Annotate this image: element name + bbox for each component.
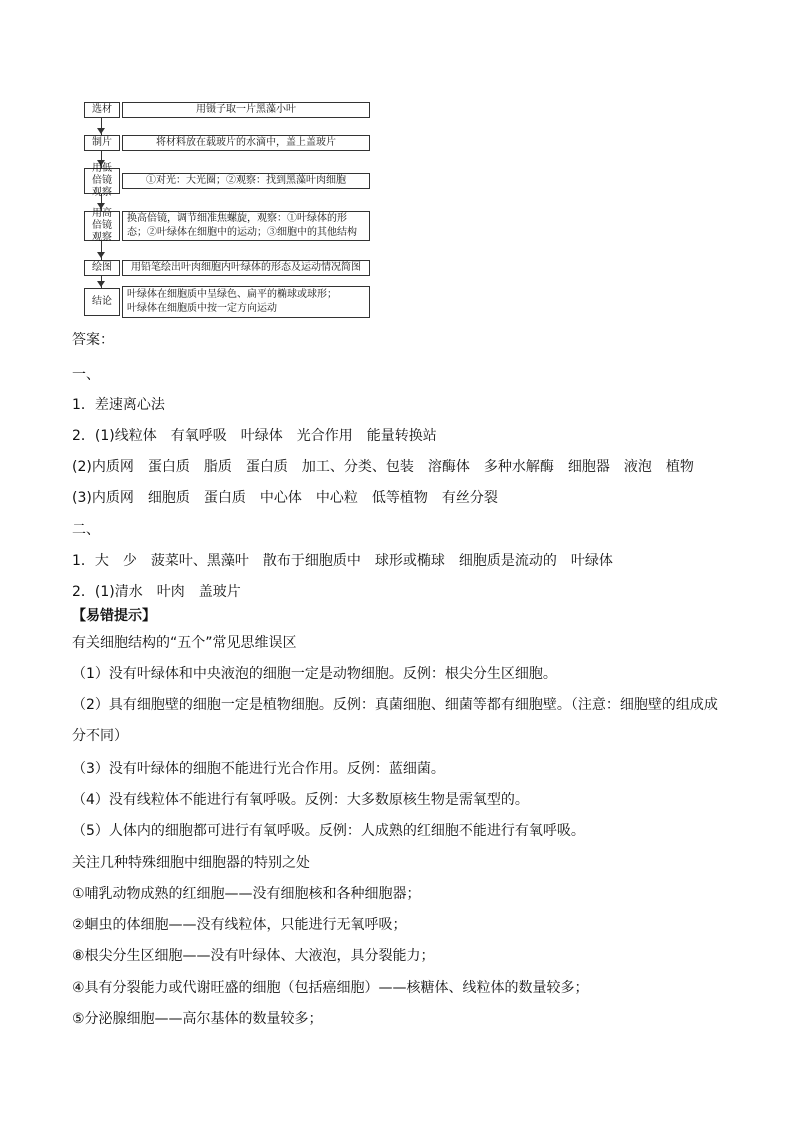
step-label-make-slide: 制片 [84,135,120,151]
special-cell-item: ④具有分裂能力或代谢旺盛的细胞（包括癌细胞）——核糖体、线粒体的数量较多； [72,980,589,996]
tips-intro: 有关细胞结构的“五个”常见思维误区 [72,635,297,651]
special-cell-item: ⑧根尖分生区细胞——没有叶绿体、大液泡，具分裂能力； [72,948,435,964]
section-heading: 二、 [72,522,100,538]
tip-paragraph: （3）没有叶绿体的细胞不能进行光合作用。反例：蓝细菌。 [72,761,445,777]
step-label-low-power: 用低倍镜观察 [84,168,120,194]
answer-item: 2．(1)线粒体 有氧呼吸 叶绿体 光合作用 能量转换站 [72,428,437,444]
step-content-line: 态；②叶绿体在细胞中的运动；③细胞中的其他结构 [127,227,357,238]
special-cell-item: ①哺乳动物成熟的红细胞——没有细胞核和各种细胞器； [72,886,421,902]
step-content-select-material: 用镊子取一片黑藻小叶 [122,102,370,118]
step-content-conclusion [122,286,370,318]
special-cells-intro: 关注几种特殊细胞中细胞器的特别之处 [72,855,310,871]
tip-paragraph: （2）具有细胞壁的细胞一定是植物细胞。反例：真菌细胞、细菌等都有细胞壁。（注意：细胞壁的组成成 [72,697,718,713]
step-content-drawing: 用铅笔绘出叶肉细胞内叶绿体的形态及运动情况简图 [122,260,370,276]
tip-paragraph: （5）人体内的细胞都可进行有氧呼吸。反例：人成熟的红细胞不能进行有氧呼吸。 [72,823,585,839]
tip-paragraph: （1）没有叶绿体和中央液泡的细胞一定是动物细胞。反例：根尖分生区细胞。 [72,666,557,682]
arrow-down-icon [97,252,105,258]
tips-heading: 【易错提示】 [72,608,156,624]
tip-paragraph: （4）没有线粒体不能进行有氧呼吸。反例：大多数原核生物是需氧型的。 [72,792,529,808]
answer-item: (2)内质网 蛋白质 脂质 蛋白质 加工、分类、包装 溶酶体 多种水解酶 细胞器 液泡 植物 [72,459,694,475]
special-cell-item: ⑤分泌腺细胞——高尔基体的数量较多； [72,1011,323,1027]
step-label-high-power: 用高倍镜观察 [84,211,120,241]
answer-item: 1．差速离心法 [72,397,165,413]
answer-item: 1．大 少 菠菜叶、黑藻叶 散布于细胞质中 球形或椭球 细胞质是流动的 叶绿体 [72,553,613,569]
section-heading: 一、 [72,367,100,383]
step-label-drawing: 绘图 [84,260,120,276]
step-content-make-slide: 将材料放在载玻片的水滴中，盖上盖玻片 [122,135,370,151]
step-label-conclusion: 结论 [84,288,120,316]
step-content-line: 叶绿体在细胞质中呈绿色、扁平的椭球或球形； [127,289,337,300]
special-cell-item: ②蛔虫的体细胞——没有线粒体，只能进行无氧呼吸； [72,917,407,933]
arrow-down-icon [97,281,105,287]
step-label-select-material: 选材 [84,102,120,118]
step-content-low-power: ①对光：大光圈；②观察：找到黑藻叶肉细胞 [122,173,370,189]
answer-item: (3)内质网 细胞质 蛋白质 中心体 中心粒 低等植物 有丝分裂 [72,490,498,506]
answers-title: 答案： [72,332,114,348]
arrow-down-icon [97,128,105,134]
answer-item: 2．(1)清水 叶肉 盖玻片 [72,584,241,600]
tip-paragraph: 分不同） [72,728,128,744]
step-content-high-power [122,211,370,241]
step-content-line: 换高倍镜，调节细准焦螺旋，观察：①叶绿体的形 [127,213,347,224]
step-content-line: 叶绿体在细胞质中按一定方向运动 [127,303,277,314]
